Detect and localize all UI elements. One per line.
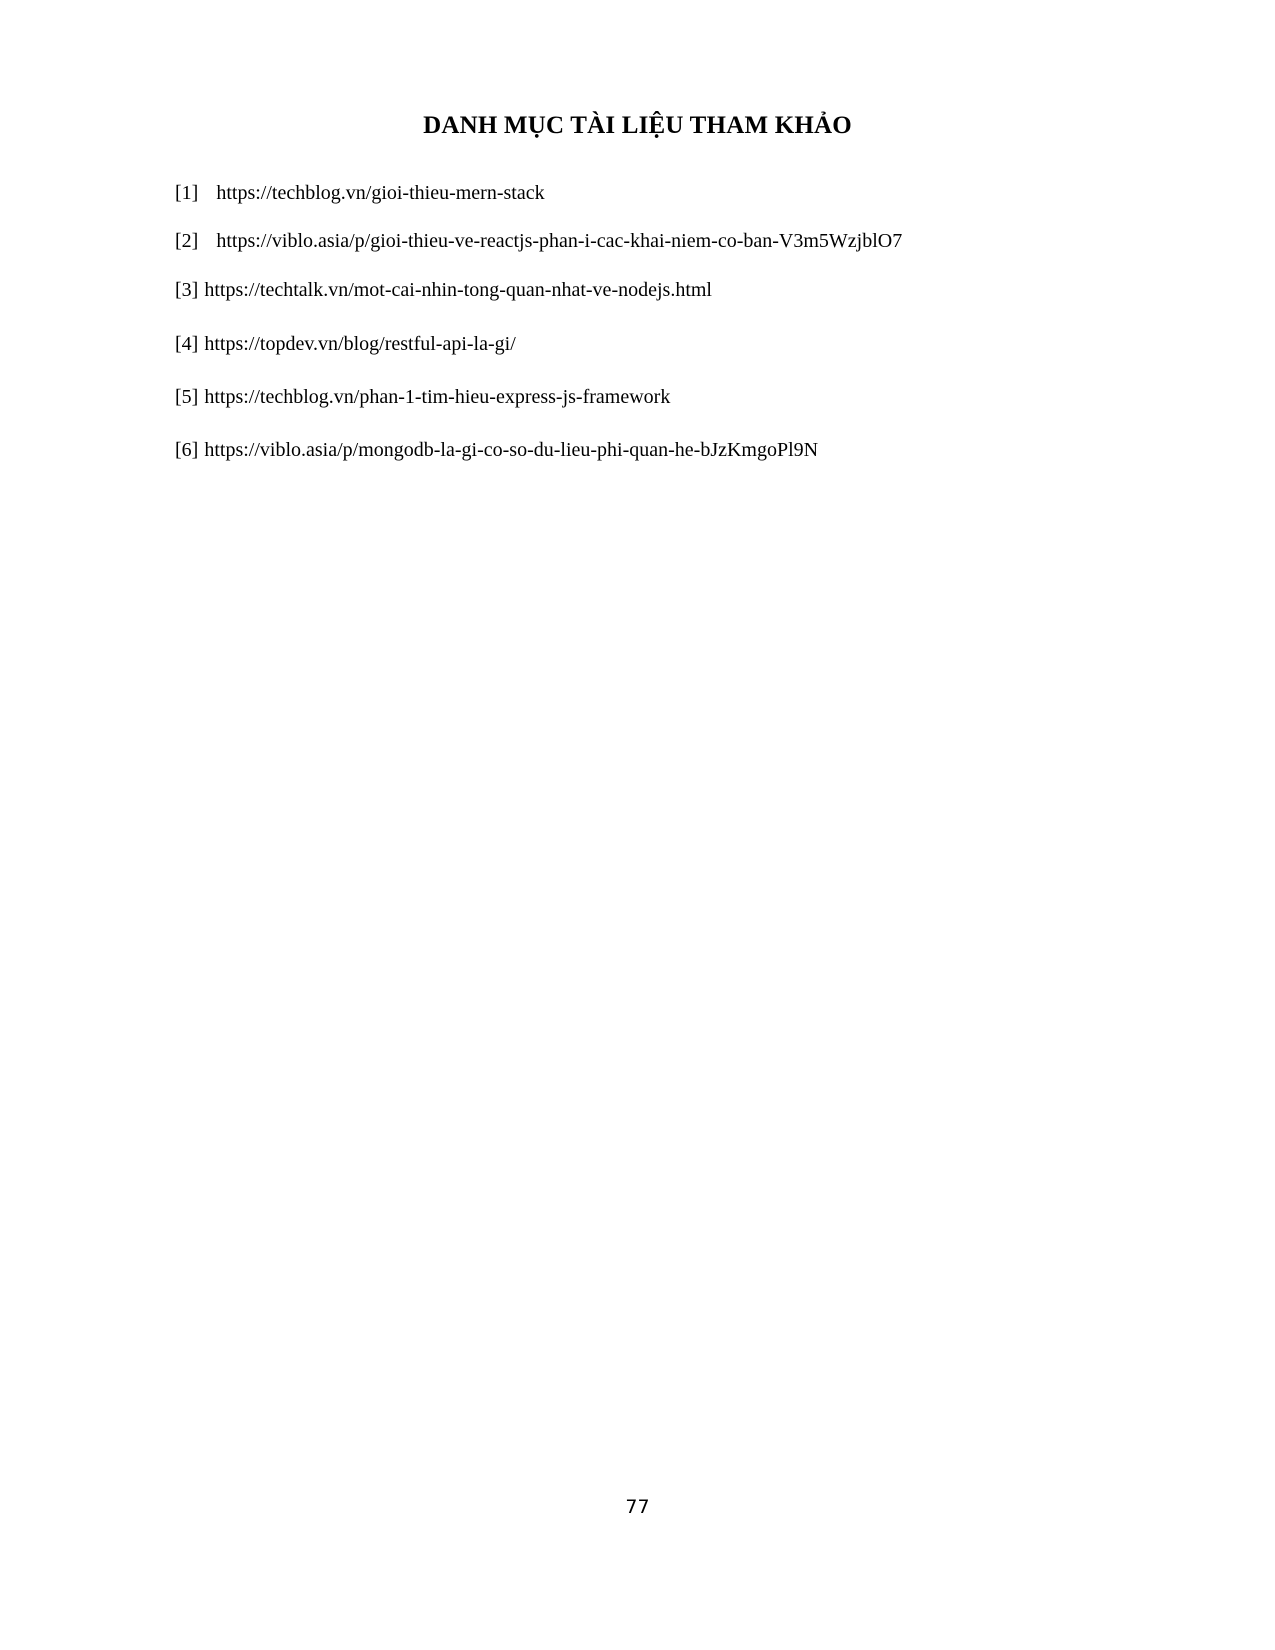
page-number: 77 — [625, 1496, 650, 1518]
reference-number: [6] — [175, 439, 199, 461]
reference-item — [175, 181, 545, 205]
reference-link: https://techblog.vn/phan-1-tim-hieu-express-js-framework — [204, 386, 671, 408]
reference-link: https://techblog.vn/gioi-thieu-mern-stack — [216, 182, 545, 204]
reference-number: [4] — [175, 333, 199, 355]
reference-item — [175, 229, 902, 253]
page-title: DANH MỤC TÀI LIỆU THAM KHẢO — [423, 112, 852, 139]
reference-link: https://techtalk.vn/mot-cai-nhin-tong-quan-nhat-ve-nodejs.html — [204, 279, 712, 301]
reference-number: [1] — [175, 182, 199, 204]
reference-item — [175, 385, 670, 409]
reference-link: https://viblo.asia/p/gioi-thieu-ve-reactjs-phan-i-cac-khai-niem-co-ban-V3m5WzjblO7 — [216, 230, 903, 252]
reference-item — [175, 332, 516, 356]
reference-number: [2] — [175, 230, 199, 252]
reference-item — [175, 438, 818, 462]
reference-item — [175, 278, 712, 302]
reference-number: [5] — [175, 386, 199, 408]
reference-link: https://viblo.asia/p/mongodb-la-gi-co-so-du-lieu-phi-quan-he-bJzKmgoPl9N — [204, 439, 819, 461]
reference-link: https://topdev.vn/blog/restful-api-la-gi/ — [204, 333, 516, 355]
reference-number: [3] — [175, 279, 199, 301]
